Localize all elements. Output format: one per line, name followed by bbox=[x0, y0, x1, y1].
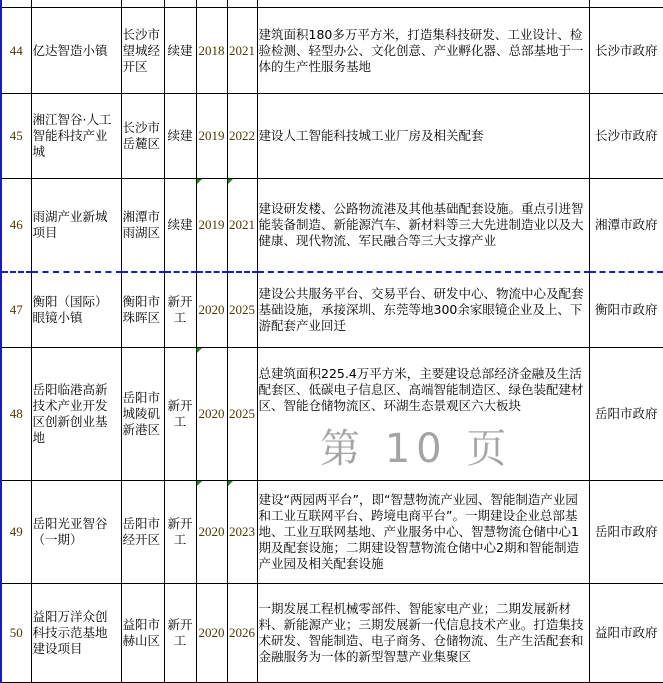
table-row bbox=[1, 272, 663, 348]
project-status: 续建 bbox=[164, 94, 196, 179]
row-number: 46 bbox=[1, 179, 31, 272]
table-row bbox=[1, 94, 663, 179]
project-owner: 长沙市政府 bbox=[589, 8, 663, 94]
end-year: 2023 bbox=[227, 481, 257, 584]
project-status: 续建 bbox=[164, 179, 196, 272]
start-year: 2020 bbox=[196, 348, 227, 481]
project-description: 总建筑面积225.4万平方米，主要建设总部经济金融及生活配套区、低碳电子信息区、高端智能制造区、绿色装配建材区、智能仓储物流区、环湖生态景观区六大板块 bbox=[257, 348, 589, 481]
table-row bbox=[1, 179, 663, 272]
end-year: 2026 bbox=[227, 584, 257, 683]
project-location: 长沙市望城经开区 bbox=[121, 8, 164, 94]
project-description: 建设“两园两平台”，即“智慧物流产业园、智能制造产业园和工业互联网平台、跨境电商平台”。一期建设企业总部基地、工业互联网基地、产业服务中心、智慧物流仓储中心1期及配套设施；二期建设智慧物流仓储中心2期和智能制造产业园及相关配套设施 bbox=[257, 481, 589, 584]
row-number: 45 bbox=[1, 94, 31, 179]
project-owner: 益阳市政府 bbox=[589, 584, 663, 683]
project-name: 衡阳（国际）眼镜小镇 bbox=[31, 272, 121, 348]
project-status: 新开工 bbox=[164, 481, 196, 584]
project-location: 岳阳市经开区 bbox=[121, 481, 164, 584]
table-row bbox=[1, 8, 663, 94]
project-location: 长沙市岳麓区 bbox=[121, 94, 164, 179]
project-owner: 长沙市政府 bbox=[589, 94, 663, 179]
project-location: 衡阳市珠晖区 bbox=[121, 272, 164, 348]
table-row-partial bbox=[1, 0, 663, 8]
project-status: 新开工 bbox=[164, 348, 196, 481]
table-row bbox=[1, 584, 663, 683]
end-year: 2025 bbox=[227, 272, 257, 348]
project-status: 新开工 bbox=[164, 584, 196, 683]
row-number: 48 bbox=[1, 348, 31, 481]
start-year: 2019 bbox=[196, 94, 227, 179]
project-name: 亿达智造小镇 bbox=[31, 8, 121, 94]
project-location: 益阳市赫山区 bbox=[121, 584, 164, 683]
project-owner: 岳阳市政府 bbox=[589, 348, 663, 481]
project-status: 新开工 bbox=[164, 272, 196, 348]
page-watermark: 第 10 页 bbox=[320, 426, 513, 472]
row-number: 49 bbox=[1, 481, 31, 584]
project-name: 岳阳临港高新技术产业开发区创新创业基地 bbox=[31, 348, 121, 481]
start-year: 2020 bbox=[196, 481, 227, 584]
start-year: 2020 bbox=[196, 272, 227, 348]
project-status: 续建 bbox=[164, 8, 196, 94]
project-name: 雨湖产业新城项目 bbox=[31, 179, 121, 272]
project-name: 益阳万洋众创科技示范基地建设项目 bbox=[31, 584, 121, 683]
start-year: 2018 bbox=[196, 8, 227, 94]
project-owner: 岳阳市政府 bbox=[589, 481, 663, 584]
row-number: 50 bbox=[1, 584, 31, 683]
project-owner: 湘潭市政府 bbox=[589, 179, 663, 272]
end-year: 2022 bbox=[227, 94, 257, 179]
project-owner: 衡阳市政府 bbox=[589, 272, 663, 348]
project-description: 建筑面积180多万平方米，打造集科技研发、工业设计、检验检测、轻型办公、文化创意、产业孵化器、总部基地于一体的生产性服务基地 bbox=[257, 8, 589, 94]
project-description: 一期发展工程机械零部件、智能家电产业；二期发展新材料、新能源产业；三期发展新一代信息技术产业。打造集技术研发、智能制造、电子商务、仓储物流、生产生活配套和金融服务为一体的新型智慧产业集聚区 bbox=[257, 584, 589, 683]
end-year: 2021 bbox=[227, 8, 257, 94]
project-description: 建设公共服务平台、交易平台、研发中心、物流中心及配套基础设施，承接深圳、东莞等地300余家眼镜企业及上、下游配套产业回迁 bbox=[257, 272, 589, 348]
row-number: 47 bbox=[1, 272, 31, 348]
start-year: 2019 bbox=[196, 179, 227, 272]
table-row bbox=[1, 481, 663, 584]
table-row bbox=[1, 348, 663, 481]
project-description: 建设研发楼、公路物流港及其他基础配套设施。重点引进智能装备制造、新能源汽车、新材料等三大先进制造业以及大健康、现代物流、军民融合等三大支撑产业 bbox=[257, 179, 589, 272]
end-year: 2021 bbox=[227, 179, 257, 272]
project-description: 建设人工智能科技城工业厂房及相关配套 bbox=[257, 94, 589, 179]
project-name: 岳阳光亚智谷（一期） bbox=[31, 481, 121, 584]
row-number: 44 bbox=[1, 8, 31, 94]
end-year: 2025 bbox=[227, 348, 257, 481]
project-location: 湘潭市雨湖区 bbox=[121, 179, 164, 272]
project-name: 湘江智谷·人工智能科技产业城 bbox=[31, 94, 121, 179]
project-location: 岳阳市城陵矶新港区 bbox=[121, 348, 164, 481]
start-year: 2020 bbox=[196, 584, 227, 683]
